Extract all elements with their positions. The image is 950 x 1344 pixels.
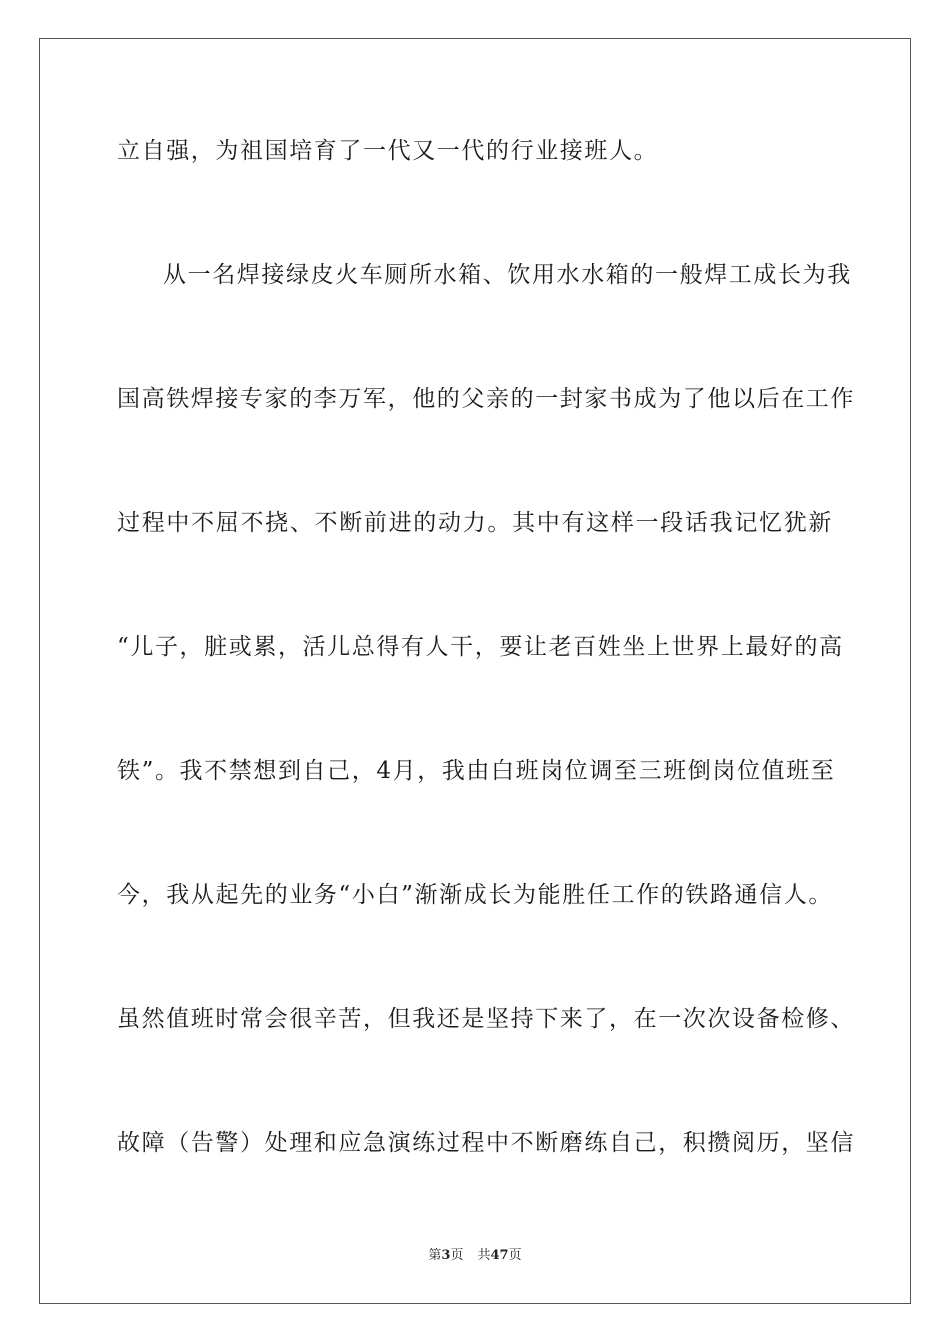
body-text-line-2: 从一名焊接绿皮火车厕所水箱、饮用水水箱的一般焊工成长为我 [163, 262, 852, 288]
body-text-line-6: 铁”。我不禁想到自己，4月，我由白班岗位调至三班倒岗位值班至 [117, 758, 836, 784]
body-text-line-3: 国高铁焊接专家的李万军，他的父亲的一封家书成为了他以后在工作 [117, 386, 855, 412]
body-text-line-1: 立自强，为祖国培育了一代又一代的行业接班人。 [117, 138, 659, 164]
body-text-line-9: 故障（告警）处理和应急演练过程中不断磨练自己，积攒阅历，坚信 [117, 1130, 855, 1156]
body-text-line-7: 今，我从起先的业务“小白”渐渐成长为能胜任工作的铁路通信人。 [117, 882, 833, 908]
page-border [39, 38, 911, 1304]
page-number-label: 第3页 [428, 1248, 464, 1263]
body-text-line-8: 虽然值班时常会很辛苦，但我还是坚持下来了，在一次次设备检修、 [117, 1006, 855, 1032]
body-text-line-5: “儿子，脏或累，活儿总得有人干，要让老百姓坐上世界上最好的高 [117, 634, 844, 660]
total-pages-label: 共47页 [477, 1248, 522, 1263]
total-page-count: 47 [490, 1248, 509, 1263]
body-text-line-4: 过程中不屈不挠、不断前进的动力。其中有这样一段话我记忆犹新 [117, 510, 833, 536]
page-footer [0, 1247, 950, 1265]
current-page-number: 3 [441, 1248, 451, 1263]
